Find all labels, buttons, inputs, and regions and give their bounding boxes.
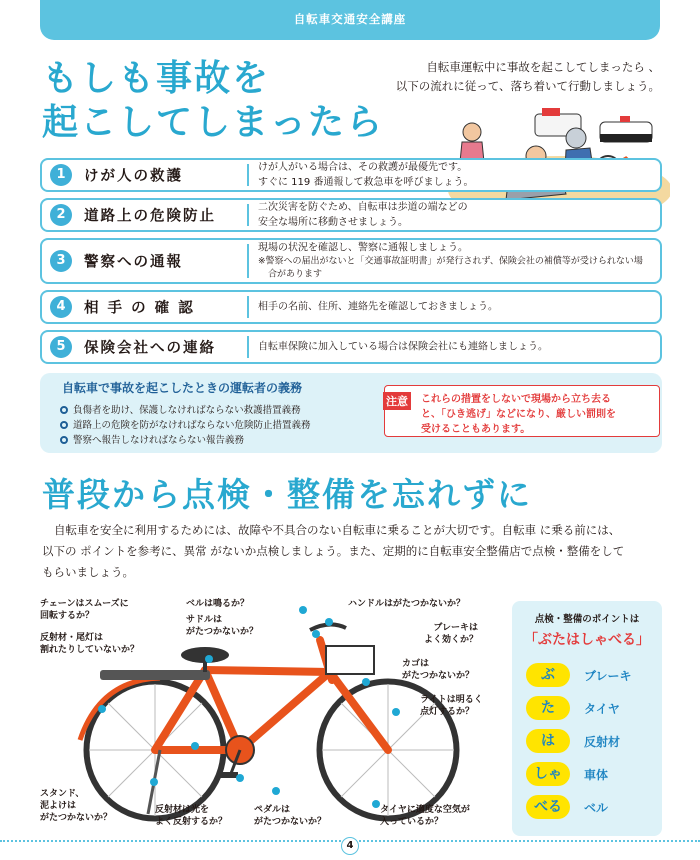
callout-line: 入っているか？ xyxy=(380,817,444,827)
duty-text: 警察へ報告しなければならない報告義務 xyxy=(73,435,245,446)
body-line: 以下の ポイントを参考に、異常 がないか点検しましょう。また、定期的に自転車安全整備店で点検・整備をして xyxy=(42,544,625,558)
pig-icon: べる xyxy=(526,795,570,819)
point-word: タイヤ xyxy=(584,702,620,716)
points-heading: 点検・整備のポイントは xyxy=(534,614,640,625)
callout-brake xyxy=(424,622,478,646)
warning-tag: 注意 xyxy=(383,392,411,410)
step-divider xyxy=(247,336,249,358)
callout-pedal-reflector xyxy=(155,804,227,828)
warning-line: これらの措置をしないで現場から立ち去る xyxy=(421,394,611,405)
inspection-title: 普段から点検・整備を忘れずに xyxy=(42,475,532,514)
step-desc-line: 安全な場所に移動させましょう。 xyxy=(258,217,408,228)
callout-stand xyxy=(40,788,112,824)
bell-point-marker xyxy=(299,606,307,614)
callout-line: ブレーキは xyxy=(433,623,479,633)
list-item xyxy=(60,418,311,433)
list-item xyxy=(60,433,311,448)
step-3-police-report xyxy=(40,238,662,284)
warning-line: 受けることもあります。 xyxy=(421,424,531,435)
step-number: 4 xyxy=(50,296,72,318)
bullet-icon xyxy=(60,436,68,444)
step-label: 保険会社への連絡 xyxy=(84,340,216,357)
step-desc-line: 二次災害を防ぐため、自転車は歩道の端などの xyxy=(258,202,468,213)
step-label: 相 手 の 確 認 xyxy=(84,300,195,317)
body-line: もらいましょう。 xyxy=(42,565,134,579)
warning-box xyxy=(384,385,660,437)
step-number: 1 xyxy=(50,164,72,186)
pedal-point-marker xyxy=(272,787,280,795)
callout-line: スタンド、 xyxy=(40,789,85,799)
intro-line-1: 自転車運転中に事故を起こしてしまったら 、 xyxy=(426,60,660,74)
point-word: ベル xyxy=(584,801,609,815)
callout-line: がたつかないか？ xyxy=(254,817,327,827)
step-description xyxy=(258,241,643,282)
duty-text: 負傷者を助け、保護しなければならない救護措置義務 xyxy=(73,405,301,416)
warning-line: と、「ひき逃げ」などになり、厳しい罰則を xyxy=(421,409,616,420)
basket-point-marker xyxy=(362,678,370,686)
callout-line: 点灯するか？ xyxy=(420,707,475,717)
handle-point-marker xyxy=(325,618,333,626)
step-label: 道路上の危険防止 xyxy=(84,208,216,225)
point-word: ブレーキ xyxy=(584,669,632,683)
callout-line: 泥よけは xyxy=(40,801,77,811)
callout-chain xyxy=(40,598,129,622)
callout-line: がたつかないか？ xyxy=(40,813,113,823)
callout-line: 反射材・尾灯は xyxy=(40,633,104,643)
callout-line: よく反射するか？ xyxy=(155,817,228,827)
callout-line: ペダルは xyxy=(254,805,291,815)
step-label: 警察への通報 xyxy=(84,254,183,271)
step-1-rescue xyxy=(40,158,662,192)
step-description xyxy=(258,160,473,190)
point-item xyxy=(526,762,656,786)
step-description: 相手の名前、住所、連絡先を確認しておきましょう。 xyxy=(258,301,498,313)
accident-title-line2: 起こしてしまったら xyxy=(42,102,385,143)
step-divider xyxy=(247,164,249,186)
pig-icon: ぶ xyxy=(526,663,570,687)
callout-light xyxy=(420,694,483,718)
point-item xyxy=(526,729,656,753)
light-point-marker xyxy=(392,708,400,716)
body-line: 自転車を安全に利用するためには、故障や不具合のない自転車に乗ることが大切です。自転車 に乗る前には、 xyxy=(54,523,621,537)
step-2-hazard-prevention xyxy=(40,198,662,232)
callout-reflector xyxy=(40,632,139,656)
inspection-points-panel xyxy=(512,601,662,836)
callout-line: がたつかないか？ xyxy=(186,627,259,637)
accident-intro xyxy=(396,58,660,96)
step-desc-line: けが人がいる場合は、その救護が最優先です。 xyxy=(258,162,468,173)
chain-point-marker xyxy=(191,742,199,750)
step-number: 5 xyxy=(50,336,72,358)
intro-line-2: 以下の流れに従って、落ち着いて行動しましょう。 xyxy=(395,79,660,93)
accident-title-line1: もしも事故を xyxy=(42,58,271,99)
page-number: 4 xyxy=(341,837,359,855)
point-word: 反射材 xyxy=(584,735,621,749)
step-4-confirm-other-party xyxy=(40,290,662,324)
step-divider xyxy=(247,296,249,318)
callout-line: よく効くか？ xyxy=(424,635,479,645)
step-5-insurance-contact xyxy=(40,330,662,364)
warning-text xyxy=(421,392,616,437)
point-word: 車体 xyxy=(584,768,609,782)
callout-line: 回転するか？ xyxy=(40,611,95,621)
step-desc-line: すぐに 119 番通報して救急車を呼びましょう。 xyxy=(258,177,474,188)
callout-line: 割れたりしていないか？ xyxy=(40,645,140,655)
point-item xyxy=(526,795,656,819)
section-header: 自転車交通安全講座 xyxy=(40,0,660,40)
step-label: けが人の救護 xyxy=(84,168,183,185)
step-number: 2 xyxy=(50,204,72,226)
brake-point-marker xyxy=(312,630,320,638)
list-item xyxy=(60,403,311,418)
callout-line: カゴは xyxy=(402,659,430,669)
pig-icon: しゃ xyxy=(526,762,570,786)
duties-heading: 自転車で事故を起こしたときの運転者の義務 xyxy=(62,381,303,395)
step-divider xyxy=(247,244,249,278)
tire-point-marker xyxy=(372,800,380,808)
callout-line: がたつかないか？ xyxy=(402,671,475,681)
step-description xyxy=(258,200,468,230)
stand-point-marker xyxy=(150,778,158,786)
saddle-point-marker xyxy=(205,655,213,663)
step-note-line: 合があります xyxy=(268,269,323,280)
duty-text: 道路上の危険を防がなければならない危険防止措置義務 xyxy=(73,420,311,431)
duties-list xyxy=(60,403,311,448)
callout-line: 反射材は光を xyxy=(155,805,210,815)
step-desc-line: 現場の状況を確認し、警察に通報しましょう。 xyxy=(258,242,468,254)
callout-line: ライトは明るく xyxy=(420,695,483,705)
step-divider xyxy=(247,204,249,226)
pig-icon: は xyxy=(526,729,570,753)
callout-saddle xyxy=(186,614,258,638)
pedal-reflector-point-marker xyxy=(236,774,244,782)
pig-icon: た xyxy=(526,696,570,720)
point-item xyxy=(526,696,656,720)
callout-line: チェーンはスムーズに xyxy=(40,599,129,609)
reflector-point-marker xyxy=(98,705,106,713)
bullet-icon xyxy=(60,406,68,414)
point-item xyxy=(526,663,656,687)
bullet-icon xyxy=(60,421,68,429)
step-description: 自転車保険に加入している場合は保険会社にも連絡しましょう。 xyxy=(258,341,548,353)
callout-line: サドルは xyxy=(186,615,223,625)
points-phrase: 「ぶたはしゃべる」 xyxy=(524,632,650,648)
callout-tire xyxy=(380,804,470,828)
callout-handle: ハンドルはがたつかないか？ xyxy=(348,599,466,609)
callout-basket xyxy=(402,658,474,682)
step-note-line: ※警察への届出がないと「交通事故証明書」が発行されず、保険会社の補償等が受けられない場 xyxy=(258,256,643,267)
callout-line: タイヤに適度な空気が xyxy=(380,805,470,815)
callout-pedal xyxy=(254,804,326,828)
callout-bell: ベルは鳴るか？ xyxy=(186,599,250,609)
inspection-body xyxy=(42,520,667,583)
step-number: 3 xyxy=(50,250,72,272)
